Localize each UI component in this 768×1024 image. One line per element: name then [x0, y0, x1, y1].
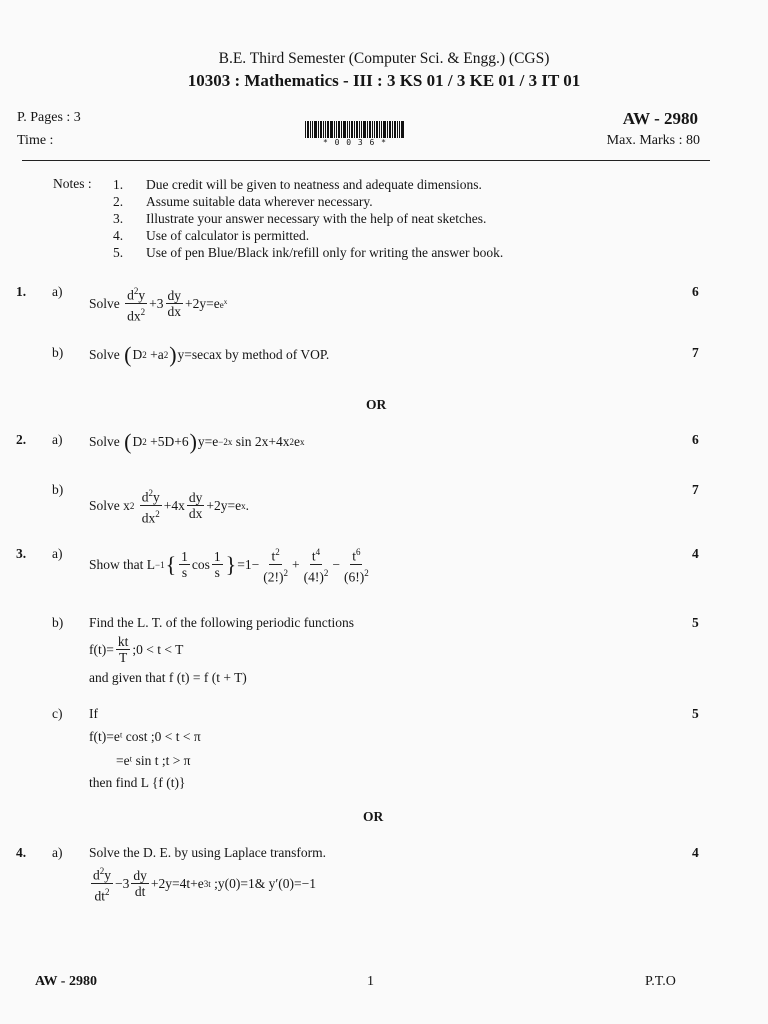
note-item — [113, 227, 503, 244]
question-number: 4. — [16, 845, 27, 860]
part-label: b) — [52, 345, 64, 360]
barcode-bars — [305, 121, 405, 138]
barcode-bar — [351, 121, 353, 138]
paper-code: AW - 2980 — [622, 109, 698, 128]
part-label: b) — [52, 482, 64, 497]
question-3c-line1: f(t)=eᵗ cost ;0 < t < π — [89, 729, 201, 744]
part-label: a) — [52, 845, 63, 860]
marks: 5 — [692, 615, 699, 630]
equation-3a: Show that L −1 { $\frac{1}{s}$ cos $\frac{1}{s}$ } =1− $\frac{t^2}{(2!)^2}$ + $\frac{t^4}{(4!)^2}$ − $\frac{t^6}{(6!)^2}$ — [89, 547, 369, 584]
or-divider: OR — [366, 397, 387, 412]
barcode-bar — [376, 121, 378, 138]
part-label: a) — [52, 284, 63, 299]
note-number: 2. — [113, 194, 124, 209]
marks: 6 — [692, 432, 699, 447]
note-item — [113, 244, 503, 261]
part-prefix: Show that — [89, 557, 144, 572]
part-prefix: Solve — [89, 498, 120, 513]
barcode-bar — [314, 121, 317, 138]
marks: 4 — [692, 546, 699, 561]
equation-4a: $\frac{d^2y}{dt^2}$ −3 $\frac{dy}{dt}$ +2y=4t+e 3t ;y(0)=1& y′(0)=−1 — [93, 866, 317, 903]
pto-label: P.T.O — [645, 974, 676, 989]
note-text: Use of pen Blue/Black ink/refill only for writing the answer book. — [146, 245, 504, 260]
barcode-bar — [394, 121, 396, 138]
header-divider — [22, 160, 710, 161]
note-item — [113, 210, 503, 227]
equation-1a: Solve $\frac{d^2y}{dx^2}$ +3 $\frac{dy}{dx}$ +2y=e $e^x$ — [89, 286, 228, 323]
barcode-bar — [356, 121, 358, 138]
subject-title: 10303 : Mathematics - III : 3 KS 01 / 3 KE 01 / 3 IT 01 — [187, 71, 581, 90]
barcode-bar — [397, 121, 398, 138]
equation-2b: Solve x 2 $\frac{d^2y}{dx^2}$ +4x $\frac{dy}{dx}$ +2y=e x . — [89, 488, 249, 525]
barcode-bar — [318, 121, 319, 138]
barcode-bar — [392, 121, 393, 138]
question-3c-line3: then find L {f (t)} — [89, 775, 186, 790]
barcode-bar — [320, 121, 322, 138]
question-3b-text: Find the L. T. of the following periodic functions — [89, 615, 354, 630]
note-item — [113, 193, 503, 210]
barcode-bar — [334, 121, 335, 138]
equation-3b: f(t)= $\frac{kt}{T}$ ;0 < t < T — [89, 634, 184, 665]
barcode-bar — [383, 121, 386, 138]
barcode-bar — [312, 121, 313, 138]
barcode-bar — [374, 121, 375, 138]
barcode-bar — [343, 121, 346, 138]
note-text: Use of calculator is permitted. — [146, 228, 310, 243]
barcode-bar — [379, 121, 380, 138]
equation-2a: Solve ( D 2 +5D+6 ) y=e −2x sin 2x+4x 2 e x — [89, 429, 305, 454]
barcode-bar — [354, 121, 355, 138]
barcode — [305, 121, 405, 147]
note-text: Assume suitable data wherever necessary. — [146, 194, 373, 209]
barcode-bar — [349, 121, 350, 138]
part-suffix: by method of VOP. — [225, 347, 330, 362]
barcode-bar — [389, 121, 391, 138]
marks: 7 — [692, 482, 699, 497]
barcode-bar — [367, 121, 368, 138]
note-text: Illustrate your answer necessary with the help of neat sketches. — [146, 211, 487, 226]
equation-1b: Solve ( D 2 +a 2 ) y=secax by method of VOP. — [89, 342, 330, 367]
note-item — [113, 176, 503, 193]
note-text: Due credit will be given to neatness and adequate dimensions. — [146, 177, 482, 192]
part-prefix: Solve — [89, 434, 120, 449]
barcode-bar — [369, 121, 371, 138]
barcode-bar — [323, 121, 324, 138]
barcode-bar — [372, 121, 373, 138]
barcode-bar — [327, 121, 329, 138]
initial-conditions: ;y(0)=1& y′(0)=−1 — [214, 876, 317, 891]
or-divider: OR — [363, 809, 384, 824]
part-prefix: Solve — [89, 296, 120, 311]
note-number: 1. — [113, 177, 124, 192]
marks: 7 — [692, 345, 699, 360]
barcode-bar — [359, 121, 360, 138]
notes-label: Notes : — [53, 176, 92, 191]
question-4a-text: Solve the D. E. by using Laplace transform. — [89, 845, 326, 860]
question-number: 1. — [16, 284, 27, 299]
barcode-bar — [305, 121, 306, 138]
exam-title: B.E. Third Semester (Computer Sci. & Engg.) (CGS) — [218, 50, 550, 67]
marks: 6 — [692, 284, 699, 299]
part-prefix: Solve — [89, 347, 120, 362]
barcode-bar — [307, 121, 309, 138]
part-label: a) — [52, 546, 63, 561]
barcode-bar — [310, 121, 311, 138]
barcode-bar — [399, 121, 400, 138]
part-label: c) — [52, 706, 63, 721]
barcode-bar — [336, 121, 337, 138]
notes-list — [113, 176, 503, 261]
barcode-bar — [341, 121, 342, 138]
page-number: 1 — [367, 974, 374, 989]
marks: 4 — [692, 845, 699, 860]
barcode-number: * 0 0 3 6 * — [323, 138, 387, 147]
part-label: a) — [52, 432, 63, 447]
marks: 5 — [692, 706, 699, 721]
time-label: Time : — [17, 133, 54, 148]
barcode-bar — [401, 121, 404, 138]
barcode-bar — [381, 121, 382, 138]
barcode-bar — [338, 121, 340, 138]
note-number: 5. — [113, 245, 124, 260]
barcode-bar — [347, 121, 348, 138]
question-number: 2. — [16, 432, 27, 447]
question-3c-text: If — [89, 706, 98, 721]
max-marks: Max. Marks : 80 — [606, 133, 700, 148]
page-count: P. Pages : 3 — [17, 110, 81, 125]
barcode-bar — [363, 121, 366, 138]
note-number: 3. — [113, 211, 124, 226]
part-label: b) — [52, 615, 64, 630]
question-number: 3. — [16, 546, 27, 561]
footer-code: AW - 2980 — [35, 974, 97, 989]
note-number: 4. — [113, 228, 124, 243]
question-3b-condition: and given that f (t) = f (t + T) — [89, 670, 247, 685]
barcode-bar — [330, 121, 333, 138]
barcode-bar — [361, 121, 362, 138]
barcode-bar — [325, 121, 326, 138]
question-3c-line2: =eᵗ sin t ;t > π — [116, 753, 191, 768]
barcode-bar — [387, 121, 388, 138]
